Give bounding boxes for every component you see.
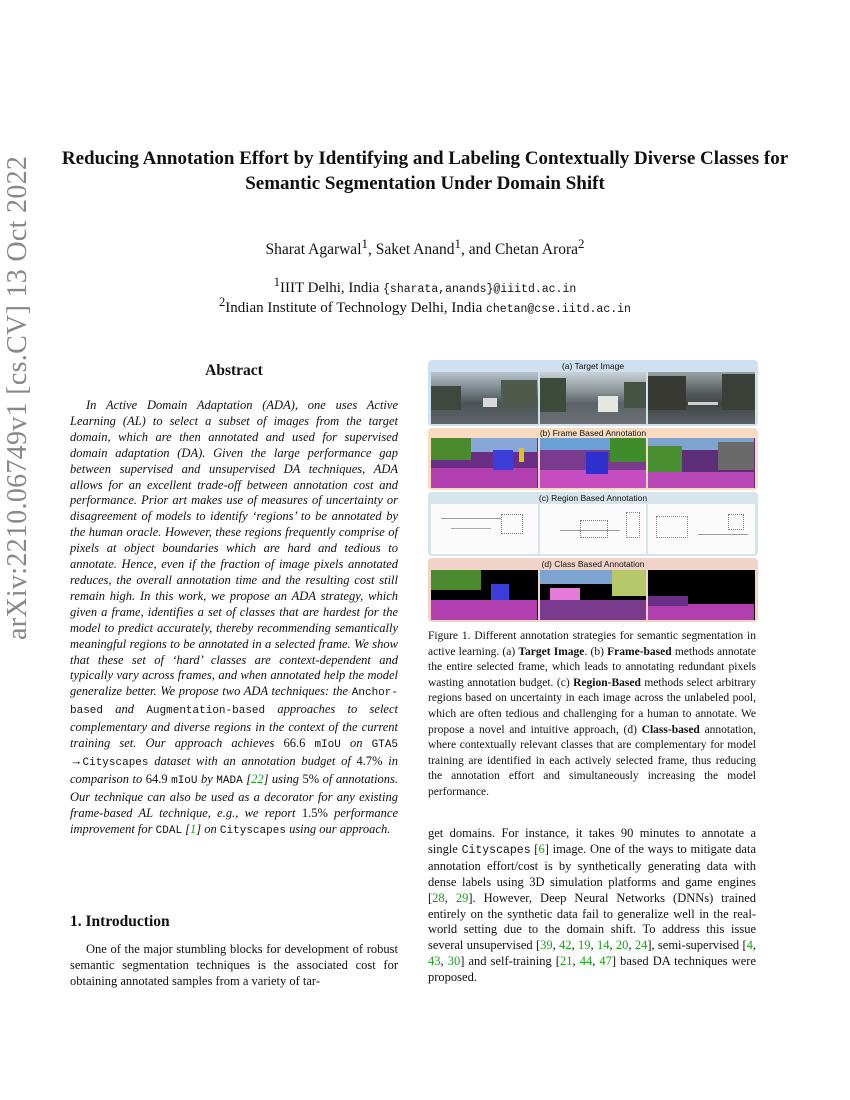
figure-panel-target: [428, 360, 758, 426]
affil-sup: 2: [219, 295, 226, 309]
citation-link[interactable]: 20: [615, 938, 629, 953]
citation-link[interactable]: 29: [455, 890, 469, 905]
panel-label: (c) Region Based Annotation: [538, 493, 648, 503]
street-photo: [431, 372, 538, 424]
region-map: [648, 504, 755, 554]
panel-label: (b) Frame Based Annotation: [539, 428, 647, 438]
region-map: [540, 504, 647, 554]
affil-email: {sharata,anands}@iiitd.ac.in: [383, 283, 577, 296]
affil-name: Indian Institute of Technology Delhi, India: [225, 300, 483, 316]
intro-paragraph-continued: get domains. For instance, it takes 90 minutes to annotate a single Cityscapes [6] image. One of the ways to mitigate data annotation effort/cost is by synthetically generating data with dense labels using 3D simulation platforms and game engines [28, 29]. However, Deep Neural Networks (DNNs) trained entirely on the synthetic data fail to generalize well in the real-world setting due to the domain shift. To address this issue several unsupervised [39, 42, 19, 14, 20, 24], semi-supervised [4, 43, 30] and self-training [21, 44, 47] based DA techniques were proposed.: [428, 826, 757, 985]
author-name: Chetan Arora: [494, 241, 579, 259]
figure-1: [428, 360, 758, 622]
arxiv-sidebar: arXiv:2210.06749v1 [cs.CV] 13 Oct 2022: [2, 155, 33, 640]
citation-link[interactable]: 44: [579, 954, 593, 969]
citation-link[interactable]: 19: [578, 938, 591, 953]
affiliation-2: [0, 292, 850, 320]
affil-sup: 1: [273, 275, 280, 289]
panel-label: (d) Class Based Annotation: [541, 559, 645, 569]
citation-link[interactable]: 21: [559, 954, 573, 969]
citation-link[interactable]: 4: [746, 938, 753, 953]
class-map: [540, 570, 647, 620]
segmentation-map: [648, 438, 755, 488]
region-map: [431, 504, 538, 554]
paper-title: Reducing Annotation Effort by Identifying and Labeling Contextually Diverse Classes for Semantic Segmentation Under Domain Shift: [61, 148, 789, 194]
author-list: [0, 236, 850, 259]
citation-link[interactable]: 47: [599, 954, 612, 969]
segmentation-map: [431, 438, 538, 488]
class-map: [431, 570, 538, 620]
author-name: Sharat Agarwal: [265, 241, 362, 259]
affil-email: chetan@cse.iitd.ac.in: [486, 303, 631, 316]
affil-name: IIIT Delhi, India: [279, 280, 380, 296]
figure-panel-frame-based: [428, 428, 758, 490]
citation-link[interactable]: 43: [428, 954, 441, 969]
citation-link[interactable]: 24: [634, 938, 648, 953]
intro-paragraph: One of the major stumbling blocks for development of robust semantic segmentation techniques is the associated cost for obtaining annotated samples from a variety of tar-: [70, 942, 398, 988]
panel-label: (a) Target Image: [561, 361, 625, 371]
citation-link[interactable]: 42: [559, 938, 572, 953]
section-heading-introduction: 1. Introduction: [70, 913, 170, 930]
citation-link[interactable]: 14: [596, 938, 610, 953]
figure-caption: Figure 1. Different annotation strategies for semantic segmentation in active learning. (a) Target Image. (b) Frame-based methods annotate the entire selected frame, which leads to annotating redundant pixels wasting annotation budget. (c) Region-Based methods select arbitrary regions based on uncertainty in each image across the unlabeled pool, which are often tedious and challenging for a human to annotate. We propose a novel and intuitive approach, (d) Class-based annotation, where contextually relevant classes that are complementary for model training are identified in each actively selected frame, thus reducing the annotation effort and simultaneously increasing the model performance.: [428, 630, 756, 798]
citation-link[interactable]: 1: [190, 821, 197, 836]
citation-link[interactable]: 39: [540, 938, 553, 953]
author-separator: ,: [367, 241, 376, 259]
segmentation-map: [540, 438, 647, 488]
author-affil-sup: 1: [454, 236, 461, 251]
citation-link[interactable]: 6: [538, 841, 545, 856]
citation-link[interactable]: 30: [447, 954, 461, 969]
citation-link[interactable]: 22: [251, 771, 264, 786]
figure-panel-class-based: [428, 558, 758, 622]
class-map: [648, 570, 755, 620]
citation-link[interactable]: 28: [432, 890, 445, 905]
author-affil-sup: 1: [361, 236, 368, 251]
author-separator: , and: [460, 241, 495, 259]
street-photo: [648, 372, 755, 424]
abstract-heading: Abstract: [205, 362, 263, 379]
author-affil-sup: 2: [578, 236, 585, 251]
figure-panel-region-based: [428, 492, 758, 556]
author-name: Saket Anand: [375, 241, 455, 259]
abstract-body: In Active Domain Adaptation (ADA), one uses Active Learning (AL) to select a subset of images from the target domain, which are then annotated and used for supervised domain adaptation (DA). Given the large performance gap between supervised and unsupervised DA techniques, ADA allows for an excellent trade-off between annotation cost and performance. Prior art makes use of measures of uncertainty or disagreement of models to identify ‘regions’ to be annotated by the human oracle. However, these regions frequently comprise of pixels at object boundaries which are hard and tedious to annotate. Hence, even if the fraction of image pixels annotated reduces, the overall annotation time and the resulting cost still remain high. In this work, we propose an ADA strategy, which given a frame, identifies a set of classes that are hardest for the model to predict accurately, thereby recommending semantically meaningful regions to be annotated in a selected frame. We show that these set of ‘hard’ classes are context-dependent and typically vary across frames, and when annotated help the model generalize better. We propose two ADA techniques: the Anchor-based and Augmentation-based approaches to select complementary and diverse regions in the context of the current training set. Our approach achieves 66.6 mIoU on GTA5 →Cityscapes dataset with an annotation budget of 4.7% in comparison to 64.9 mIoU by MADA [22] using 5% of annotations. Our technique can also be used as a decorator for any existing frame-based AL technique, e.g., we report 1.5% performance improvement for CDAL [1] on Cityscapes using our approach.: [70, 398, 399, 837]
street-photo: [540, 372, 647, 424]
